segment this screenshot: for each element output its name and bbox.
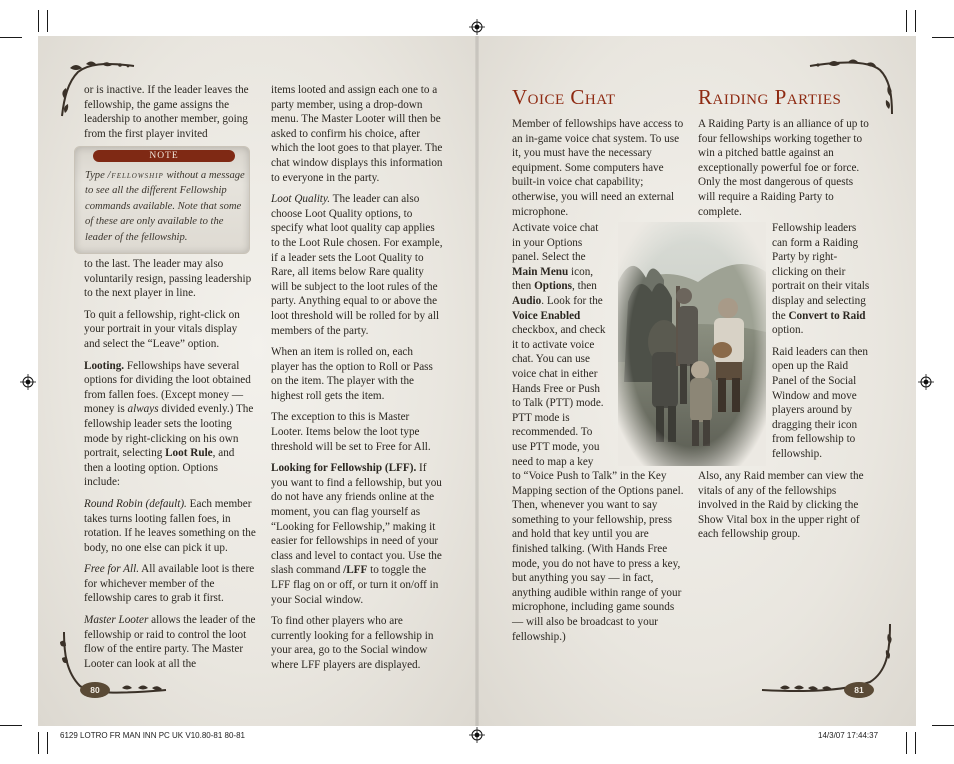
voice-chat-continued: [512, 469, 684, 651]
raiding-parties-section: [698, 85, 870, 226]
paragraph-items-looted: items looted and assign each one to a party member, using a drop-down menu. The Master Looter will then be asked to confirm his choice, after which the loot goes to that player. The chat window displays this information to everyone in the party.: [271, 84, 443, 184]
crop-mark-icon: [915, 732, 916, 754]
voice-chat-section: [512, 85, 684, 226]
paragraph-raid-vitals: Also, any Raid member can view the vitals of any of the fellowships involved in the Raid by clicking the Show Vital box in the upper right of each fellowship group.: [698, 470, 864, 541]
crop-mark-icon: [906, 732, 907, 754]
crop-mark-icon: [932, 37, 954, 38]
paragraph-form-raid: Fellowship leaders can form a Raiding Party by right-clicking on their portrait on their vitals display and selecting the Convert to Raid option.: [772, 222, 870, 337]
note-label: NOTE: [93, 150, 235, 162]
left-column-1-continued: [84, 257, 256, 678]
raiding-parties-steps: [772, 221, 872, 469]
crop-mark-icon: [0, 37, 22, 38]
left-column-1: [84, 83, 256, 148]
paragraph-looting: Looting. Fellowships have several options for dividing the loot obtained from fallen foes. (Except money — money is always divided evenly.) The fellowship leader sets the looting mode by right-clicking on his own portrait, selecting Loot Rule, and then a looting option. Options include:: [84, 359, 254, 489]
paragraph-leader-inactive: or is inactive. If the leader leaves the fellowship, the game assigns the leadership to another member, going from the first player invited: [84, 84, 249, 140]
paragraph-raid-intro: A Raiding Party is an alliance of up to four fellowships working together to win a pitched battle against an exceptionally powerful foe or force. Only the most dangerous of quests will require a Raiding Party to complete.: [698, 118, 869, 218]
crop-mark-icon: [0, 725, 22, 726]
note-command: /fellowship: [107, 170, 164, 181]
paragraph-activate-voice: Activate voice chat in your Options panel. Select the Main Menu icon, then Options, then Audio. Look for the Voice Enabled checkbox, and check it to activate voice chat. You can use voice chat in either Hands Free or Push to Talk (PTT) mode. PTT mode is recommended. To use PTT mode, you need to map a key: [512, 222, 606, 468]
registration-mark-icon: [20, 374, 36, 390]
crop-mark-icon: [47, 732, 48, 754]
paragraph-voice-intro: Member of fellowships have access to an in-game voice chat system. To use it, you must have the necessary equipment. Some computers have built-in voice chat capability; otherwise, you will need an external microphone.: [512, 118, 684, 218]
print-slug-left: 6129 LOTRO FR MAN INN PC UK V10.80-81 80-81: [60, 731, 245, 740]
lff-title: Looking for Fellowship (LFF).: [271, 462, 417, 475]
paragraph-voice-ptt: to “Voice Push to Talk” in the Key Mapping section of the Options panel. Then, whenever you want to say something to your fellowship, press and hold that key until you are finished talking. (With Hands Free mode, you do not have to press a key, but anything you say — in fact, anything audible within range of your microphone, including game sounds — will also be broadcast to your fellowship.): [512, 470, 684, 643]
crop-mark-icon: [38, 10, 39, 32]
note-text: Type /fellowship without a message to see all the different Fellowship commands available. Note that some of these are only available to the leader of the fellowship.: [85, 170, 245, 243]
paragraph-find-players: To find other players who are currently looking for a fellowship in your area, go to the Social window where LFF players are displayed.: [271, 615, 434, 671]
ornament-flourish-icon: [760, 620, 898, 700]
crop-mark-icon: [47, 10, 48, 32]
raiding-parties-heading: Raiding Parties: [698, 85, 842, 109]
crop-mark-icon: [915, 10, 916, 32]
paragraph-round-robin: Round Robin (default). Each member takes turns looting fallen foes, in rotation. If he leaves something on the body, no one else can pick it up.: [84, 497, 256, 554]
round-robin-title: Round Robin (default).: [84, 497, 187, 510]
registration-mark-icon: [469, 727, 485, 743]
voice-chat-steps: [512, 221, 608, 469]
free-for-all-title: Free for All.: [84, 563, 139, 576]
page-number-right: 81: [844, 682, 874, 698]
paragraph-raid-panel: Raid leaders can then open up the Raid Panel of the Social Window and move players around by dragging their icon from fellowship to fellowship.: [772, 345, 868, 460]
page-number-left: 80: [80, 682, 110, 698]
voice-chat-heading: Voice Chat: [512, 85, 616, 109]
paragraph-free-for-all: Free for All. All available loot is there for whichever member of the fellowship cares to grab it first.: [84, 563, 255, 605]
crop-mark-icon: [906, 10, 907, 32]
registration-mark-icon: [918, 374, 934, 390]
game-screenshot-image: [618, 222, 766, 466]
looting-title: Looting.: [84, 359, 125, 372]
raiding-parties-continued: [698, 469, 870, 549]
page-spine: [475, 36, 479, 726]
print-slug-right: 14/3/07 17:44:37: [818, 731, 879, 740]
paragraph-quit-fellowship: To quit a fellowship, right-click on your portrait in your vitals display and select the “Leave” option.: [84, 308, 240, 350]
convert-to-raid-option: Convert to Raid: [788, 309, 866, 322]
note-box: [74, 146, 250, 254]
crop-mark-icon: [932, 725, 954, 726]
lff-command: /LFF: [343, 564, 368, 577]
paragraph-roll: When an item is rolled on, each player has the option to Roll or Pass on the item. The player with the highest roll gets the item.: [271, 346, 433, 402]
left-column-2: [271, 83, 443, 680]
paragraph-master-looter: Master Looter allows the leader of the fellowship or raid to control the loot flow of the entire party. The Master Looter can look at all the: [84, 614, 256, 670]
paragraph-loot-quality: Loot Quality. The leader can also choose Loot Quality options, to specify what loot quality cap applies to the Loot Rule chosen. For example, if a leader sets the Loot Quality to Rare, all items below Rare quality will be subject to the loot rules of the party. Anything equal to or above the loot threshold will be rolled for by all members of the party.: [271, 193, 443, 337]
registration-mark-icon: [469, 19, 485, 35]
crop-mark-icon: [38, 732, 39, 754]
loot-quality-title: Loot Quality.: [271, 193, 331, 206]
paragraph-exception: The exception to this is Master Looter. Items below the loot type threshold will be set to Free for All.: [271, 411, 431, 453]
master-looter-title: Master Looter: [84, 614, 149, 627]
paragraph-leader-resign: to the last. The leader may also voluntarily resign, passing leadership to the next player in line.: [84, 258, 252, 300]
paragraph-lff: Looking for Fellowship (LFF). If you want to find a fellowship, but you do not have any friends online at the moment, you can flag yourself as “Looking for Fellowship,” making it easier for fellowships in need of your class and level to contact you. Use the slash command /LFF to toggle the LFF flag on or off, or turn it on/off in your Social window.: [271, 462, 442, 606]
